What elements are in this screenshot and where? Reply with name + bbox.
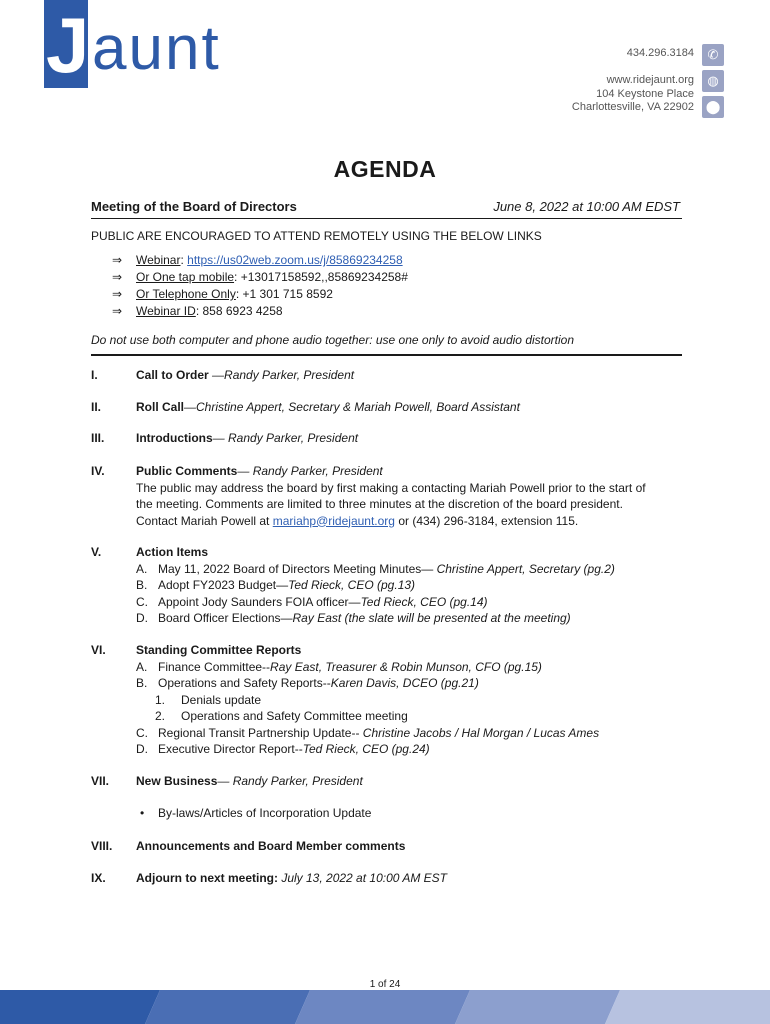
contact-icons <box>702 44 724 122</box>
logo-text: aunt <box>92 14 221 83</box>
bullet-item: • By-laws/Articles of Incorporation Update <box>140 805 372 820</box>
sub-item: C. Appoint Jody Saunders FOIA officer—Ted Rieck, CEO (pg.14) <box>136 594 488 609</box>
address-line1: 104 Keystone Place <box>596 88 694 100</box>
logo-letter: J <box>46 1 90 89</box>
webinar-link[interactable]: https://us02web.zoom.us/j/85869234258 <box>187 253 403 267</box>
contact-block <box>572 48 694 115</box>
footer-band <box>0 990 770 1024</box>
page-number: 1 of 24 <box>369 979 401 990</box>
meeting-date: June 8, 2022 at 10:00 AM EDST <box>493 199 680 214</box>
meeting-name: Meeting of the Board of Directors <box>91 199 297 214</box>
email-link[interactable]: mariahp@ridejaunt.org <box>272 513 395 528</box>
page-title: AGENDA <box>333 156 437 182</box>
remote-links <box>112 252 408 320</box>
sub-item: A. Finance Committee--Ray East, Treasurer & Robin Munson, CFO (pg.15) <box>136 659 542 674</box>
phone-number: 434.296.3184 <box>626 47 694 59</box>
website: www.ridejaunt.org <box>606 74 694 86</box>
sub-item: B. Operations and Safety Reports--Karen Davis, DCEO (pg.21) <box>136 676 479 690</box>
location-pin-icon: ⬤ <box>702 96 724 118</box>
sub-item: C. Regional Transit Partnership Update-- Christine Jacobs / Hal Morgan / Lucas Ames <box>136 725 600 740</box>
link-row: ⇒ Or One tap mobile: +13017158592,,85869234258# <box>112 270 408 284</box>
sub-item: B. Adopt FY2023 Budget—Ted Rieck, CEO (pg.13) <box>136 578 416 592</box>
sub-item: A. May 11, 2022 Board of Directors Meeting Minutes— Christine Appert, Secretary (pg.2) <box>136 561 615 576</box>
sub-item: D. Board Officer Elections—Ray East (the slate will be presented at the meeting) <box>136 611 571 625</box>
audio-note: Do not use both computer and phone audio together: use one only to avoid audio distortion <box>91 333 575 347</box>
phone-icon: ✆ <box>702 44 724 66</box>
public-notice: PUBLIC ARE ENCOURAGED TO ATTEND REMOTELY USING THE BELOW LINKS <box>91 229 542 243</box>
link-row: ⇒ Webinar ID: 858 6923 4258 <box>112 304 283 318</box>
link-row: ⇒ Or Telephone Only: +1 301 715 8592 <box>112 287 333 301</box>
divider <box>91 354 682 356</box>
sub-sub-item: 2. Operations and Safety Committee meeting <box>155 709 408 723</box>
globe-icon: ◍ <box>702 70 724 92</box>
link-row: ⇒ Webinar: https://us02web.zoom.us/j/85869234258 <box>112 253 403 267</box>
sub-item: D. Executive Director Report--Ted Rieck, CEO (pg.24) <box>136 742 430 756</box>
address-line2: Charlottesville, VA 22902 <box>571 101 694 113</box>
divider <box>91 218 682 219</box>
sub-sub-item: 1. Denials update <box>155 692 262 707</box>
